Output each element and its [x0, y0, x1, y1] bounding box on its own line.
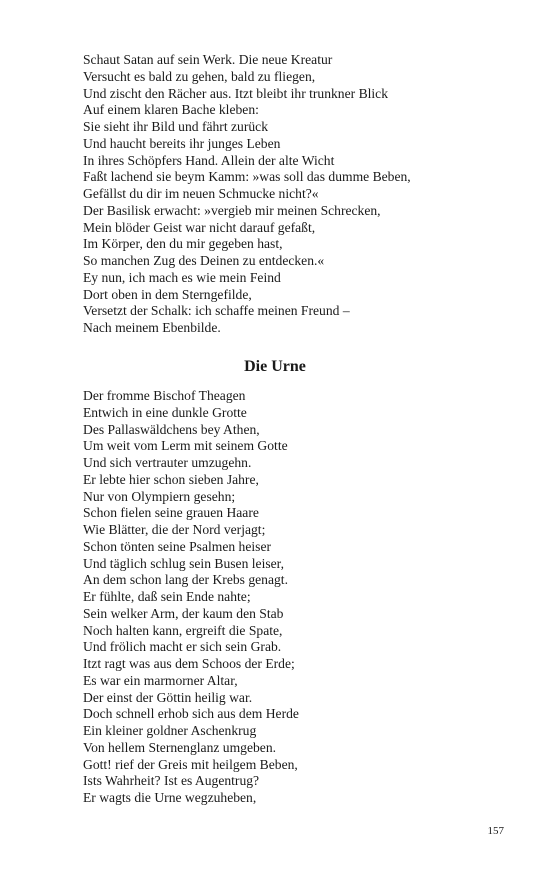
verse-line: Und täglich schlug sein Busen leiser, [83, 555, 285, 571]
verse-line: Ists Wahrheit? Ist es Augentrug? [83, 773, 260, 789]
verse-line: Ey nun, ich mach es wie mein Feind [83, 269, 281, 285]
verse-line: Sein welker Arm, der kaum den Stab [83, 605, 284, 621]
verse-line: Im Körper, den du mir gegeben hast, [83, 236, 283, 252]
verse-line: Itzt ragt was aus dem Schoos der Erde; [83, 656, 295, 671]
verse-line: Er lebte hier schon sieben Jahre, [83, 471, 259, 487]
verse-line: Versucht es bald zu gehen, bald zu fliegen, [83, 68, 316, 84]
verse-line: In ihres Schöpfers Hand. Allein der alte Wicht [83, 152, 335, 168]
verse-line: Faßt lachend sie beym Kamm: »was soll das dumme Beben, [83, 169, 411, 185]
verse-line: So manchen Zug des Deinen zu entdecken.« [83, 253, 325, 268]
verse-line: Und frölich macht er sich sein Grab. [83, 639, 282, 655]
verse-line: Schaut Satan auf sein Werk. Die neue Kreatur [83, 52, 333, 67]
verse-line: Wie Blätter, die der Nord verjagt; [83, 522, 266, 537]
verse-line: Auf einem klaren Bache kleben: [83, 102, 259, 118]
verse-line: Sie sieht ihr Bild und fährt zurück [83, 119, 268, 134]
verse-line: Von hellem Sternenglanz umgeben. [83, 739, 277, 755]
verse-line: Schon tönten seine Psalmen heiser [83, 538, 272, 554]
verse-line: Und zischt den Rächer aus. Itzt bleibt ihr trunkner Blick [83, 85, 389, 101]
verse-line: An dem schon lang der Krebs genagt. [83, 572, 288, 588]
poem-title: Die Urne [244, 358, 306, 375]
verse-line: Ein kleiner goldner Aschenkrug [83, 723, 257, 738]
verse-line: Dort oben in dem Sterngefilde, [83, 286, 252, 302]
poem-continued-stanza [83, 52, 503, 337]
verse-line: Des Pallaswäldchens bey Athen, [83, 421, 260, 437]
verse-line: Er fühlte, daß sein Ende nahte; [83, 589, 251, 604]
verse-line: Der Basilisk erwacht: »vergieb mir meinen Schrecken, [83, 202, 381, 218]
poem-urne-stanza [83, 388, 503, 807]
verse-line: Entwich in eine dunkle Grotte [83, 404, 247, 420]
verse-line: Nur von Olympiern gesehn; [83, 488, 236, 504]
verse-line: Der einst der Göttin heilig war. [83, 689, 253, 705]
verse-line: Um weit vom Lerm mit seinem Gotte [83, 438, 288, 454]
verse-line: Mein blöder Geist war nicht darauf gefaßt, [83, 219, 316, 235]
verse-line: Der fromme Bischof Theagen [83, 388, 246, 403]
verse-line: Doch schnell erhob sich aus dem Herde [83, 706, 299, 722]
verse-line: Schon fielen seine grauen Haare [83, 505, 259, 521]
verse-line: Noch halten kann, ergreift die Spate, [83, 622, 283, 638]
verse-line: Versetzt der Schalk: ich schaffe meinen Freund – [83, 303, 350, 319]
verse-line: Es war ein marmorner Altar, [83, 672, 238, 688]
verse-line: Und haucht bereits ihr junges Leben [83, 135, 281, 151]
verse-line: Gefällst du dir im neuen Schmucke nicht?« [83, 186, 319, 201]
verse-line: Nach meinem Ebenbilde. [83, 320, 221, 335]
verse-line: Er wagts die Urne wegzuheben, [83, 790, 257, 805]
page-number: 157 [487, 825, 504, 837]
verse-line: Und sich vertrauter umzugehn. [83, 455, 252, 470]
verse-line: Gott! rief der Greis mit heilgem Beben, [83, 756, 298, 772]
